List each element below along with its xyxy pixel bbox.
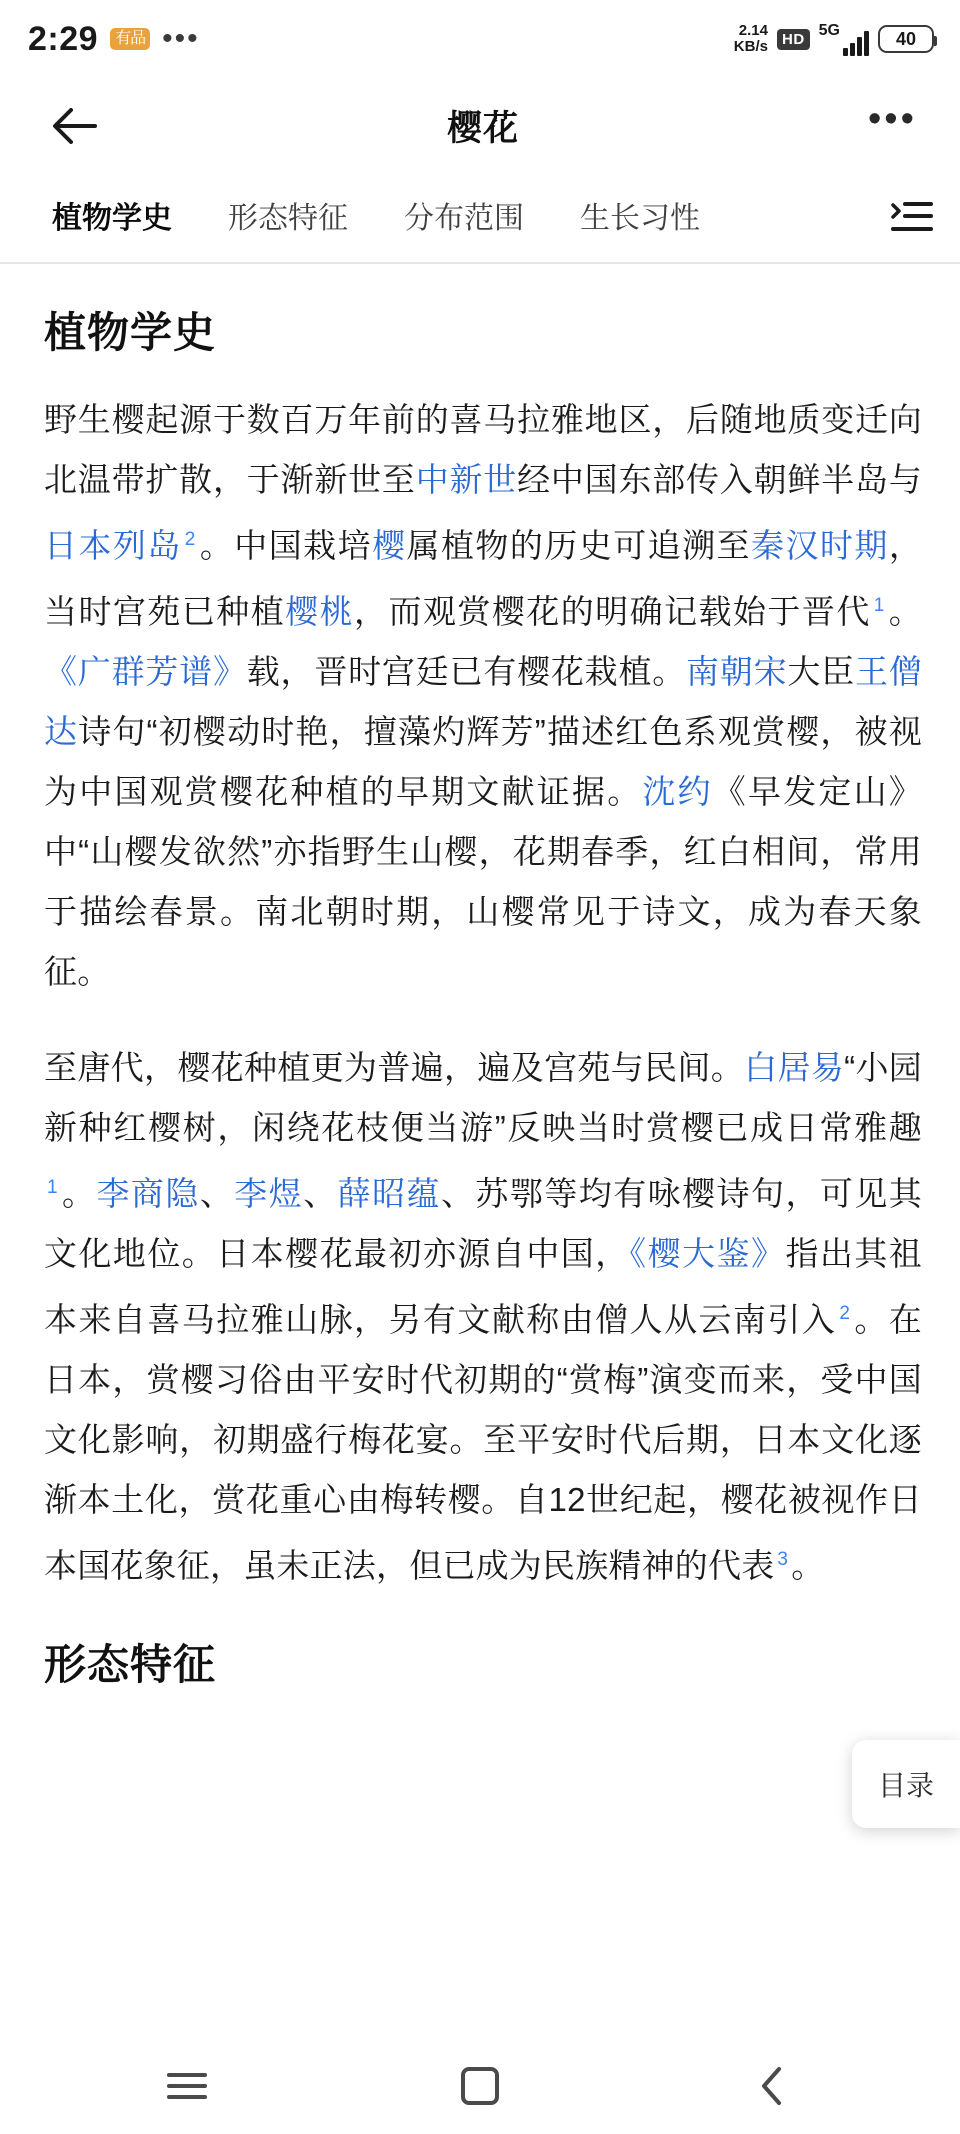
back-icon[interactable] bbox=[728, 2041, 818, 2131]
tabs-list-icon[interactable] bbox=[882, 188, 942, 248]
link-cherry-genus[interactable]: 樱 bbox=[372, 527, 407, 564]
p1-text-6: ，而观赏樱花的明确记载始于晋代 bbox=[354, 593, 871, 630]
battery-icon bbox=[878, 25, 934, 53]
p1-text-10: 诗句“初樱动时艳，擅藻灼辉芳”描述红色系观赏樱，被视为中国观赏樱花种植的早期文献证据。 bbox=[44, 713, 922, 810]
article-content[interactable] bbox=[0, 264, 960, 2038]
link-bai-juyi[interactable]: 白居易 bbox=[744, 1049, 845, 1086]
reference-marker[interactable]: 2 bbox=[184, 529, 196, 550]
link-miocene[interactable]: 中新世 bbox=[415, 461, 518, 498]
p1-text-7: 。 bbox=[887, 593, 923, 630]
p2-text-3: 。 bbox=[60, 1175, 97, 1212]
home-icon[interactable] bbox=[435, 2041, 525, 2131]
network-speed-value: 2.14 bbox=[738, 22, 768, 40]
tab-distribution[interactable]: 分布范围 bbox=[404, 202, 524, 235]
p1-text-1: 野生樱起源于数百万年前的喜马拉雅地区，后随地质变迁向北温带扩散，于渐新世至 bbox=[44, 401, 922, 498]
p2-text-9: 。 bbox=[791, 1547, 825, 1584]
tab-morphology[interactable]: 形态特征 bbox=[228, 202, 348, 235]
p1-text-3: 。中国栽培 bbox=[198, 527, 373, 564]
next-section-title: 形态特征 bbox=[44, 1641, 217, 1688]
p1-text-8: 载，晋时宫廷已有樱花栽植。 bbox=[246, 653, 687, 690]
p1-text-2: 经中国东部传入朝鲜半岛与 bbox=[517, 461, 922, 498]
link-li-yu[interactable]: 李煜 bbox=[234, 1175, 304, 1212]
battery-level: 40 bbox=[895, 28, 917, 49]
p1-text-9: 大臣 bbox=[787, 653, 855, 690]
paragraph-2 bbox=[44, 1038, 922, 1596]
link-sakura-daikan[interactable]: 《樱大鉴》 bbox=[629, 1235, 786, 1272]
status-bar-left bbox=[28, 20, 200, 59]
link-xue-zhaoyun[interactable]: 薛昭蕴 bbox=[337, 1175, 441, 1212]
p1-text-5: ，当时宫苑已种植 bbox=[44, 527, 923, 630]
link-cherry-fruit[interactable]: 樱桃 bbox=[285, 593, 355, 630]
section-title: 植物学史 bbox=[44, 309, 217, 356]
reference-marker[interactable]: 1 bbox=[47, 1177, 58, 1198]
status-time: 2:29 bbox=[28, 19, 99, 58]
tab-bar bbox=[0, 174, 960, 262]
p2-text-8: 。在日本，赏樱习俗由平安时代初期的“赏梅”演变而来，受中国文化影响，初期盛行梅花宴。至平安时代后期，日本文化逐渐本土化，赏花重心由梅转樱。自12世纪起，樱花被视作日本国花象征，虽未正法，但已成为民族精神的代表 bbox=[44, 1301, 922, 1584]
link-qin-han-period[interactable]: 秦汉时期 bbox=[751, 527, 889, 564]
app-badge-icon: 有品 bbox=[110, 28, 150, 51]
link-li-shangyin[interactable]: 李商隐 bbox=[96, 1175, 200, 1212]
p1-text-11: 《早发定山》中“山樱发欲然”亦指野生山樱，花期春季，红白相间，常用于描绘春景。南北朝时期，山樱常见于诗文，成为春天象征。 bbox=[44, 773, 922, 990]
status-bar-right bbox=[734, 23, 934, 56]
link-liu-song[interactable]: 南朝宋 bbox=[686, 653, 788, 690]
more-options-icon[interactable]: ••• bbox=[867, 97, 917, 140]
hd-icon: HD bbox=[777, 29, 810, 50]
recents-icon[interactable] bbox=[142, 2041, 232, 2131]
link-shen-yue[interactable]: 沈约 bbox=[642, 773, 713, 810]
system-navigation-bar bbox=[0, 2038, 960, 2134]
status-overflow-icon: ••• bbox=[162, 22, 200, 55]
reference-marker[interactable]: 3 bbox=[777, 1549, 789, 1570]
p1-text-4: 属植物的历史可追溯至 bbox=[406, 527, 752, 564]
signal-bars-icon bbox=[843, 30, 869, 56]
reference-marker[interactable]: 2 bbox=[839, 1303, 851, 1324]
tab-growth-habit[interactable]: 生长习性 bbox=[580, 202, 700, 235]
link-guangqunfangpu[interactable]: 《广群芳谱》 bbox=[44, 653, 247, 690]
p2-text-2: “小园新种红樱树，闲绕花枝便当游”反映当时赏樱已成日常雅趣 bbox=[44, 1049, 922, 1146]
table-of-contents-button[interactable]: 目录 bbox=[852, 1740, 960, 1828]
tab-list bbox=[52, 193, 882, 243]
p2-text-5: 、 bbox=[303, 1175, 338, 1212]
page-title: 樱花 bbox=[446, 109, 519, 148]
tab-plant-history[interactable]: 植物学史 bbox=[52, 193, 172, 243]
reference-marker[interactable]: 1 bbox=[873, 595, 885, 616]
link-wang-sengda[interactable]: 王僧达 bbox=[44, 653, 922, 750]
p2-text-4: 、 bbox=[199, 1175, 235, 1212]
back-arrow-icon[interactable] bbox=[50, 102, 98, 150]
p2-text-7: 指出其祖本来自喜马拉雅山脉，另有文献称由僧人从云南引入 bbox=[44, 1235, 922, 1338]
status-bar bbox=[0, 0, 960, 78]
signal-indicator bbox=[819, 23, 869, 56]
p2-text-6: 、苏鄂等均有咏樱诗句，可见其文化地位。日本樱花最初亦源自中国， bbox=[44, 1175, 922, 1272]
paragraph-1 bbox=[44, 390, 922, 1002]
network-speed bbox=[734, 23, 768, 55]
network-type-label: 5G bbox=[818, 21, 840, 39]
link-japanese-archipelago[interactable]: 日本列岛 bbox=[44, 527, 182, 564]
app-header bbox=[0, 78, 960, 174]
network-speed-unit: KB/s bbox=[733, 38, 768, 55]
p2-text-1: 至唐代，樱花种植更为普遍，遍及宫苑与民间。 bbox=[44, 1049, 745, 1086]
